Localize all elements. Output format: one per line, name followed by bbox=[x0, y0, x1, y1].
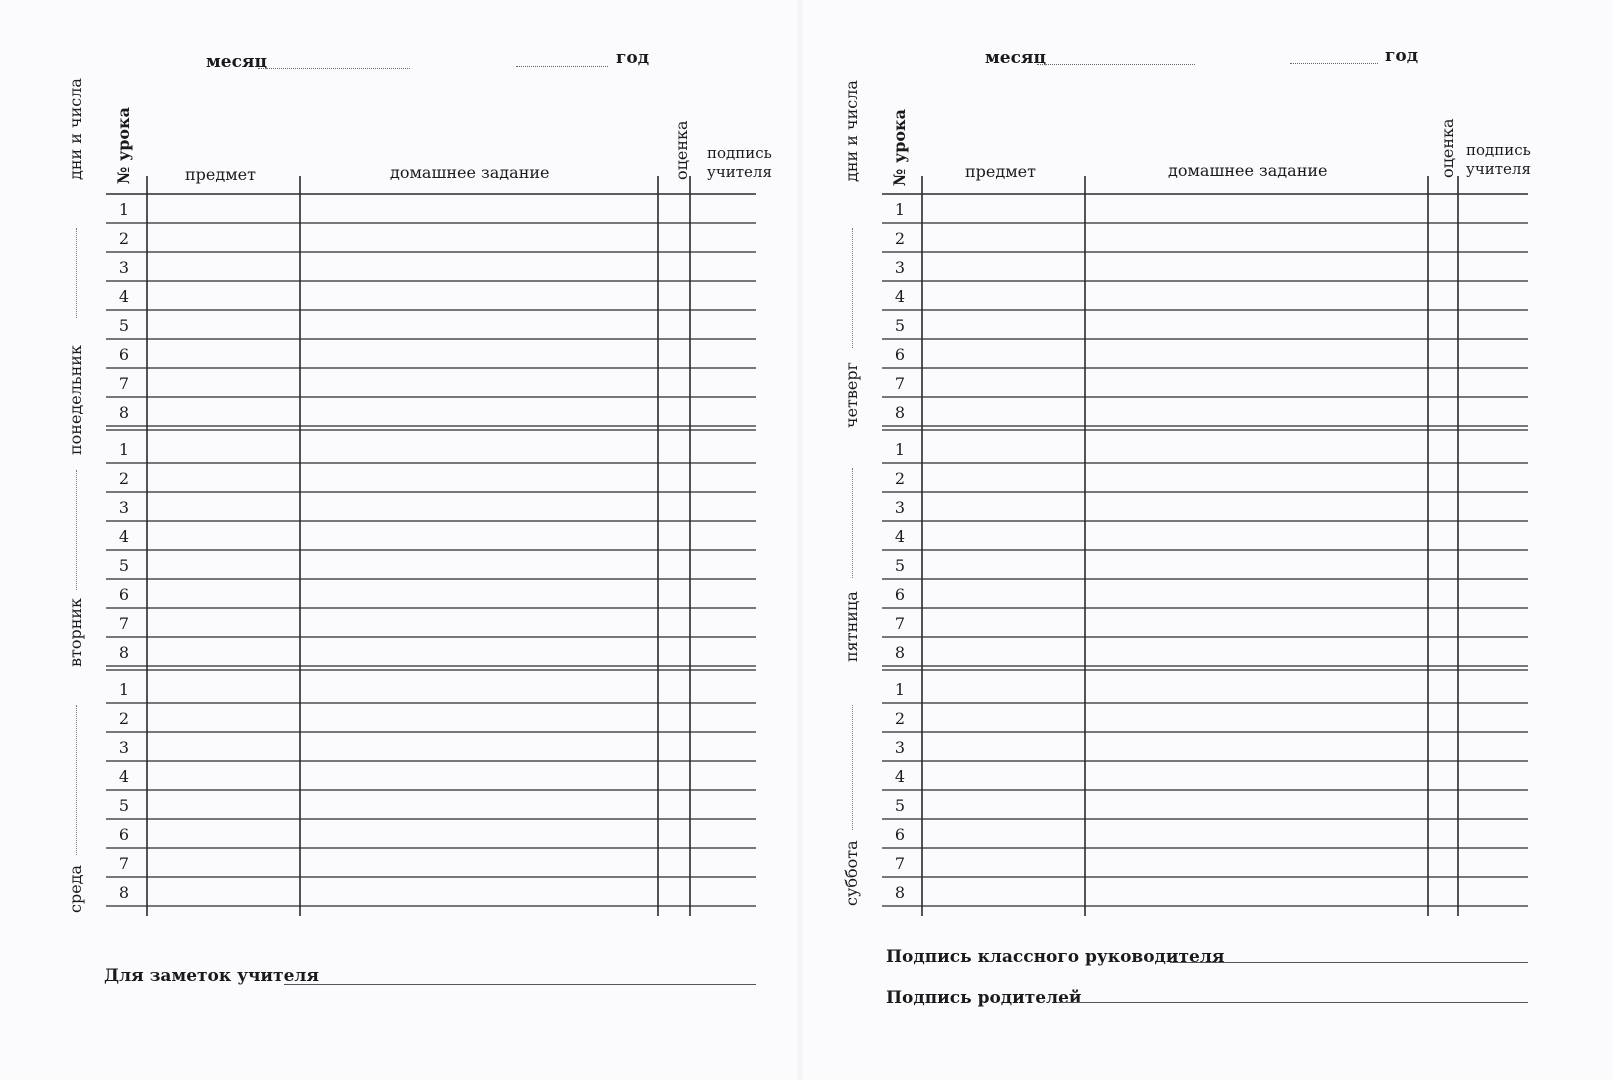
lesson-number: 5 bbox=[118, 796, 130, 815]
right-days-header: дни и числа bbox=[842, 80, 861, 182]
lesson-number: 4 bbox=[894, 287, 906, 306]
left-subject-header: предмет bbox=[185, 165, 256, 184]
lesson-number: 3 bbox=[894, 498, 906, 517]
lesson-number: 2 bbox=[118, 709, 130, 728]
lesson-number: 3 bbox=[118, 498, 130, 517]
parents-signature-field[interactable] bbox=[1058, 1002, 1528, 1003]
lesson-number: 8 bbox=[894, 643, 906, 662]
right-homework-header: домашнее задание bbox=[1168, 161, 1328, 180]
lesson-number: 8 bbox=[894, 883, 906, 902]
lesson-number: 2 bbox=[894, 709, 906, 728]
lesson-number: 1 bbox=[894, 200, 906, 219]
lesson-number: 4 bbox=[118, 767, 130, 786]
right-teacher-sig-header-line1: подпись bbox=[1466, 141, 1531, 159]
right-teacher-sig-header-line2: учителя bbox=[1466, 160, 1531, 178]
lesson-number: 5 bbox=[118, 556, 130, 575]
lesson-number: 1 bbox=[894, 680, 906, 699]
lesson-number: 4 bbox=[894, 767, 906, 786]
lesson-number: 6 bbox=[894, 345, 906, 364]
lesson-number: 3 bbox=[118, 258, 130, 277]
lesson-number: 6 bbox=[894, 825, 906, 844]
lesson-number: 5 bbox=[894, 316, 906, 335]
right-lesson-no-header: № урока bbox=[890, 109, 909, 186]
left-lesson-no-header: № урока bbox=[114, 107, 133, 184]
lesson-number: 7 bbox=[894, 854, 906, 873]
lesson-number: 6 bbox=[118, 345, 130, 364]
right-day-label-3: суббота bbox=[842, 840, 861, 906]
left-day-label-3: среда bbox=[66, 864, 85, 913]
left-notes-field[interactable] bbox=[284, 984, 756, 985]
lesson-number: 4 bbox=[118, 527, 130, 546]
lesson-number: 2 bbox=[894, 469, 906, 488]
left-days-header: дни и числа bbox=[66, 78, 85, 180]
lesson-number: 1 bbox=[118, 200, 130, 219]
lesson-number: 8 bbox=[118, 403, 130, 422]
lesson-number: 5 bbox=[894, 796, 906, 815]
parents-signature-label: Подпись родителей bbox=[886, 988, 1082, 1008]
left-year-label: год bbox=[616, 48, 650, 68]
left-notes-label: Для заметок учителя bbox=[104, 966, 319, 986]
left-homework-header: домашнее задание bbox=[390, 163, 550, 182]
lesson-number: 7 bbox=[118, 374, 130, 393]
lesson-number: 3 bbox=[894, 258, 906, 277]
left-month-label: месяц bbox=[206, 52, 268, 72]
class-teacher-signature-field[interactable] bbox=[1170, 962, 1528, 963]
left-grade-header: оценка bbox=[672, 120, 691, 180]
lesson-number: 8 bbox=[118, 883, 130, 902]
lesson-number: 1 bbox=[894, 440, 906, 459]
lesson-number: 7 bbox=[894, 374, 906, 393]
lesson-number: 4 bbox=[894, 527, 906, 546]
lesson-number: 6 bbox=[118, 825, 130, 844]
right-day-label-1: четверг bbox=[842, 362, 861, 428]
left-teacher-sig-header-line2: учителя bbox=[707, 163, 772, 181]
right-month-label: месяц bbox=[985, 48, 1047, 68]
left-day-label-1: понедельник bbox=[66, 345, 85, 455]
lesson-number: 2 bbox=[894, 229, 906, 248]
lesson-number: 7 bbox=[118, 854, 130, 873]
left-page bbox=[0, 0, 800, 1080]
lesson-number: 2 bbox=[118, 229, 130, 248]
right-day-label-2: пятница bbox=[842, 591, 861, 662]
lesson-number: 7 bbox=[118, 614, 130, 633]
lesson-number: 8 bbox=[118, 643, 130, 662]
left-day-label-2: вторник bbox=[66, 597, 85, 667]
lesson-number: 4 bbox=[118, 287, 130, 306]
left-teacher-sig-header-line1: подпись bbox=[707, 144, 772, 162]
lesson-number: 1 bbox=[118, 440, 130, 459]
lesson-number: 5 bbox=[118, 316, 130, 335]
class-teacher-signature-label: Подпись классного руководителя bbox=[886, 947, 1225, 967]
lesson-number: 6 bbox=[894, 585, 906, 604]
lesson-number: 6 bbox=[118, 585, 130, 604]
right-grade-header: оценка bbox=[1438, 118, 1457, 178]
lesson-number: 3 bbox=[894, 738, 906, 757]
lesson-number: 2 bbox=[118, 469, 130, 488]
right-subject-header: предмет bbox=[965, 162, 1036, 181]
right-lesson-grid bbox=[800, 0, 1613, 1080]
lesson-number: 8 bbox=[894, 403, 906, 422]
lesson-number: 7 bbox=[894, 614, 906, 633]
lesson-number: 1 bbox=[118, 680, 130, 699]
right-page bbox=[800, 0, 1613, 1080]
lesson-number: 3 bbox=[118, 738, 130, 757]
right-year-label: год bbox=[1385, 46, 1419, 66]
lesson-number: 5 bbox=[894, 556, 906, 575]
